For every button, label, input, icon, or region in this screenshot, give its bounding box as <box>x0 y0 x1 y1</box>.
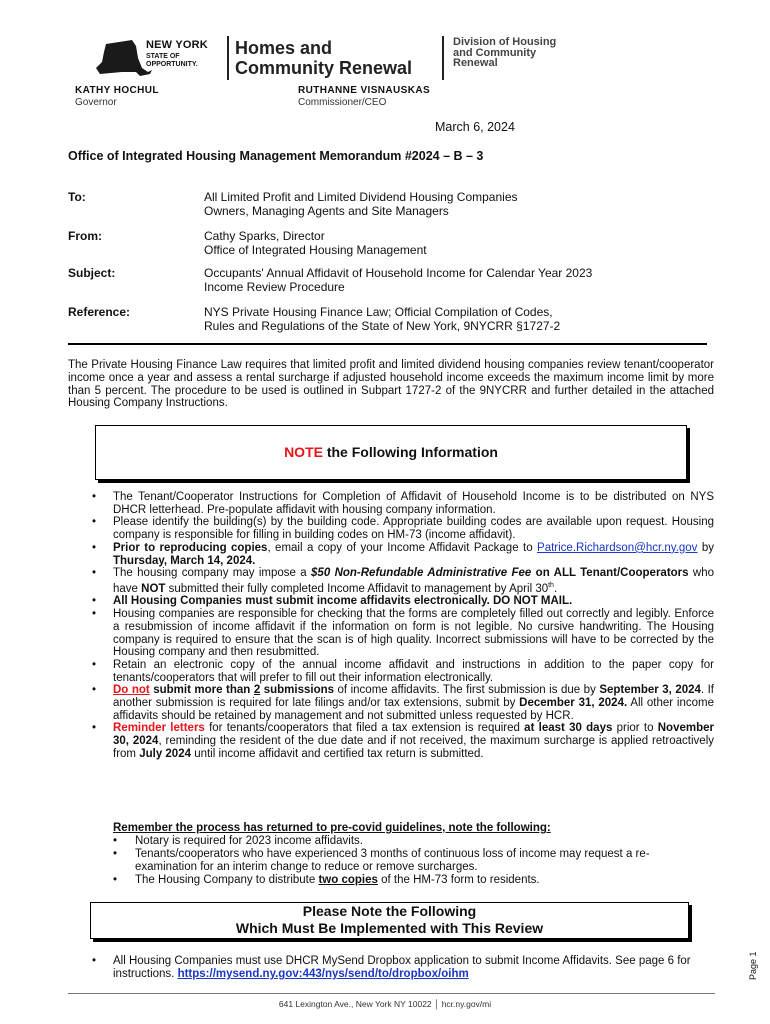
to-value: All Limited Profit and Limited Dividend Housing Companies Owners, Managing Agents and Site Managers <box>204 190 518 218</box>
list-item: • Notary is required for 2023 income affidavits. <box>113 835 703 848</box>
commissioner-name: RUTHANNE VISNAUSKAS <box>298 85 431 96</box>
remember-title: Remember the process has returned to pre-covid guidelines, note the following: <box>113 822 551 834</box>
intro-paragraph: The Private Housing Finance Law requires that limited profit and limited dividend housing companies review tenant/cooperator income once a year and assess a rental surcharge if adjusted household income exceeds the maximum income limit by more than 5 percent. The procedure to be used is outlined in Subpart 1727-2 of the 9NYCRR and further detailed in the attached Housing Company Instructions. <box>68 359 714 410</box>
subject-value: Occupants' Annual Affidavit of Household Income for Calendar Year 2023 Income Review Procedure <box>204 266 593 294</box>
reference-value: NYS Private Housing Finance Law; Official Compilation of Codes, Rules and Regulations of the State of New York, 9NYCRR §1727-2 <box>204 305 561 333</box>
division-name: Division of Housing and Community Renewal <box>453 36 557 69</box>
subject-label: Subject: <box>68 266 116 280</box>
remember-list <box>113 835 703 887</box>
ny-state-tagline: STATE OF OPPORTUNITY. <box>146 53 198 68</box>
page-number: Page 1 <box>748 951 758 980</box>
list-item: • Do not submit more than 2 submissions of income affidavits. The first submission is due by September 3, 2024. If another submission is required for late filings and/or tax extensions, submit by December 31, 2024. All other income affidavits should be retained by management and not submitted unless requested by HCR. <box>92 684 714 722</box>
list-item: • All Housing Companies must use DHCR MySend Dropbox application to submit Income Affidavits. See page 6 for instructions. https://mysend.ny.gov:443/nys/send/to/dropbox/oihm <box>92 955 728 981</box>
governor-name: KATHY HOCHUL <box>75 85 159 96</box>
dropbox-link[interactable]: https://mysend.ny.gov:443/nys/send/to/dropbox/oihm <box>177 968 469 980</box>
list-item: • Tenants/cooperators who have experienced 3 months of continuous loss of income may request a re-examination for an interim change to reduce or remove surcharges. <box>113 848 703 874</box>
governor-role: Governor <box>75 97 117 108</box>
footer-address: 641 Lexington Ave., New York NY 10022 │ hcr.ny.gov/mi <box>278 999 492 1009</box>
information-list <box>92 491 714 761</box>
note-title: NOTE the Following Information <box>284 444 498 460</box>
memo-title: Office of Integrated Housing Management Memorandum #2024 – B – 3 <box>68 149 484 163</box>
footer-rule <box>68 993 715 994</box>
ny-state-wordmark: NEW YORK <box>146 39 208 51</box>
commissioner-role: Commissioner/CEO <box>298 97 387 108</box>
agency-name: Homes and Community Renewal <box>235 38 413 78</box>
email-link[interactable]: Patrice.Richardson@hcr.ny.gov <box>537 541 698 554</box>
please-note-box: Please Note the Following Which Must Be Implemented with This Review <box>90 902 689 939</box>
list-item: • All Housing Companies must submit income affidavits electronically. DO NOT MAIL. <box>92 595 714 608</box>
reference-label: Reference: <box>68 305 131 319</box>
list-item: • The housing company may impose a $50 Non-Refundable Administrative Fee on ALL Tenant/Cooperators who have NOT submitted their fully completed Income Affidavit to management by April 30th. <box>92 567 714 595</box>
from-label: From: <box>68 229 102 243</box>
to-label: To: <box>68 190 86 204</box>
list-item: • The Tenant/Cooperator Instructions for Completion of Affidavit of Household Income is to be distributed on NYS DHCR letterhead. Pre-populate affidavit with housing company information. <box>92 491 714 516</box>
letterhead-divider-2 <box>442 36 444 80</box>
list-item: • Please identify the building(s) by the building code. Appropriate building codes are available upon request. Housing company is responsible for filling in building codes on HM-73 (income affidavit). <box>92 516 714 541</box>
memo-date: March 6, 2024 <box>435 120 515 134</box>
list-item: • Retain an electronic copy of the annual income affidavit and instructions in addition to the paper copy for tenants/cooperators that will prefer to fill out their information electronically. <box>92 659 714 684</box>
list-item: • The Housing Company to distribute two copies of the HM-73 form to residents. <box>113 874 703 887</box>
header-rule <box>68 343 707 345</box>
letterhead-divider <box>227 36 229 80</box>
new-york-state-logo <box>92 38 154 78</box>
list-item: • Housing companies are responsible for checking that the forms are completely filled out correctly and legibly. Enforce a resubmission of income affidavit if the information on form is not legible. No cursive handwriting. The Housing company is required to ensure that the scan is of high quality. Incorrect submissions will have to be corrected by the Housing company and then resubmitted. <box>92 608 714 659</box>
list-item: • Reminder letters for tenants/cooperators that filed a tax extension is required at least 30 days prior to November 30, 2024, reminding the resident of the due date and if not received, the maximum surcharge is applied retroactively from July 2024 until income affidavit and certified tax return is submitted. <box>92 722 714 760</box>
note-box <box>95 425 687 480</box>
from-value: Cathy Sparks, Director Office of Integrated Housing Management <box>204 229 427 257</box>
list-item: • Prior to reproducing copies, email a copy of your Income Affidavit Package to Patrice.Richardson@hcr.ny.gov by Thursday, March 14, 2024. <box>92 542 714 567</box>
